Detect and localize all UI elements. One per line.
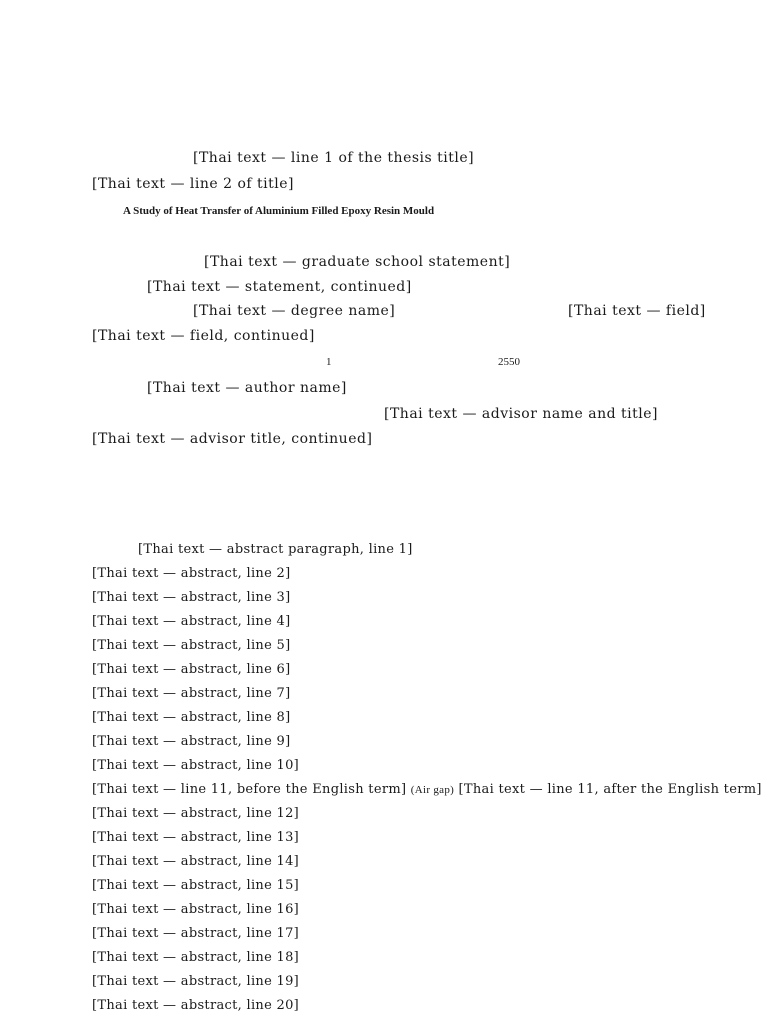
abstract-line: [Thai text — abstract, line 5] [92,638,291,653]
abstract-line: [Thai text — abstract, line 16] [92,902,300,917]
advisor-name: [Thai text — advisor name and title] [384,406,658,422]
abstract-line: [Thai text — abstract, line 7] [92,686,291,701]
year: 2550 [498,356,520,368]
field-name-continued: [Thai text — field, continued] [92,328,315,344]
abstract-line-with-term [92,782,762,797]
number-left: 1 [326,356,332,368]
abstract-line: [Thai text — abstract, line 10] [92,758,300,773]
abstract-line: [Thai text — abstract, line 14] [92,854,300,869]
author-name: [Thai text — author name] [147,380,347,396]
abstract-line: [Thai text — abstract, line 19] [92,974,300,989]
english-title: A Study of Heat Transfer of Aluminium Filled Epoxy Resin Mould [123,205,435,217]
abstract-line: [Thai text — abstract, line 8] [92,710,291,725]
degree-name: [Thai text — degree name] [193,303,396,319]
abstract-line: [Thai text — abstract, line 15] [92,878,300,893]
abstract-line: [Thai text — abstract, line 9] [92,734,291,749]
abstract-line: [Thai text — abstract, line 12] [92,806,300,821]
abstract-line: [Thai text — abstract, line 2] [92,566,291,581]
statement-continued: [Thai text — statement, continued] [147,279,412,295]
advisor-title: [Thai text — advisor title, continued] [92,431,373,447]
abstract-text-before-term: [Thai text — line 11, before the English term] [92,782,407,797]
thai-title-line-1: [Thai text — line 1 of the thesis title] [193,150,475,166]
air-gap-term: (Air gap) [410,784,455,796]
thai-title-line-2: [Thai text — line 2 of title] [92,176,295,192]
field-name: [Thai text — field] [568,303,706,319]
graduate-school-statement: [Thai text — graduate school statement] [204,254,511,270]
abstract-line: [Thai text — abstract paragraph, line 1] [138,542,413,557]
abstract-line: [Thai text — abstract, line 18] [92,950,300,965]
abstract-line: [Thai text — abstract, line 4] [92,614,291,629]
abstract-text-after-term: [Thai text — line 11, after the English term] [458,782,762,797]
abstract-line: [Thai text — abstract, line 20] [92,998,300,1013]
abstract-line: [Thai text — abstract, line 3] [92,590,291,605]
abstract-line: [Thai text — abstract, line 17] [92,926,300,941]
abstract-line: [Thai text — abstract, line 13] [92,830,300,845]
abstract-line: [Thai text — abstract, line 6] [92,662,291,677]
